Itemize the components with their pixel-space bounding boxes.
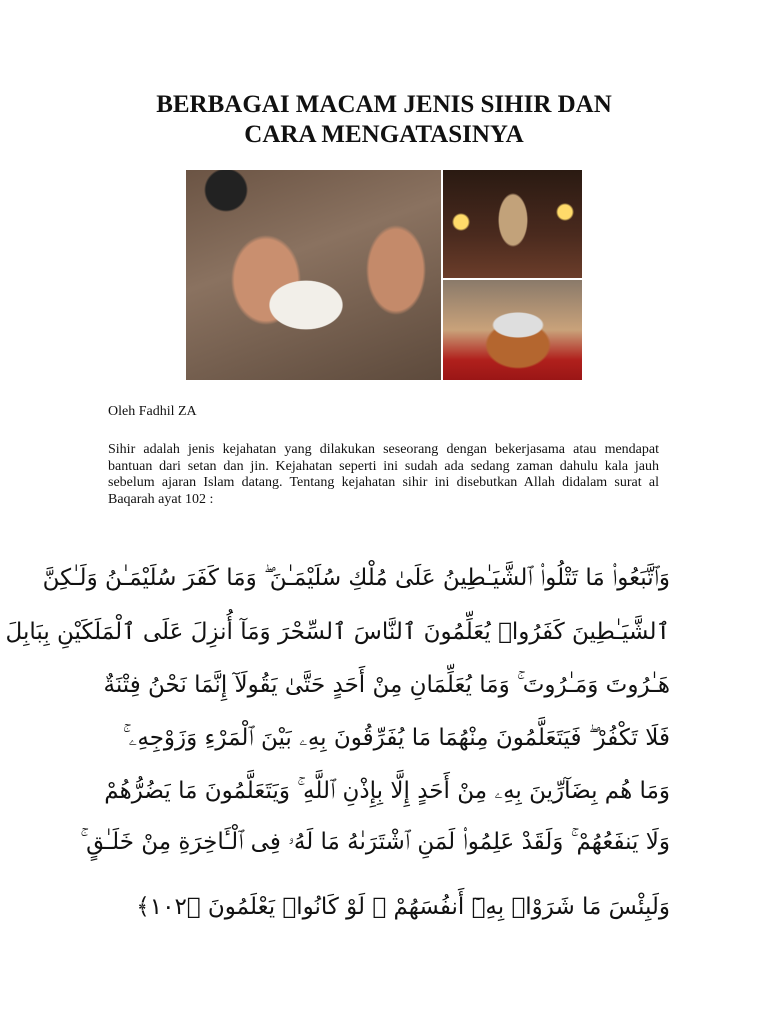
intro-paragraph: Sihir adalah jenis kejahatan yang dilakukan seseorang dengan bekerjasama atau mendapat bantuan dari setan dan jin. Kejahatan seperti ini sudah ada sedang zaman dahulu kala jauh sebelum ajaran Islam datang. Tentang kejahatan sihir ini disebutkan Allah didalam surat al Baqarah ayat 102 : bbox=[108, 442, 659, 507]
author-line: Oleh Fadhil ZA bbox=[108, 404, 197, 419]
ayat-line: ٱلشَّيَـٰطِينَ كَفَرُوا۟ يُعَلِّمُونَ ٱلنَّاسَ ٱلسِّحْرَ وَمَآ أُنزِلَ عَلَى ٱلْمَلَكَيْنِ بِبَابِلَ bbox=[5, 619, 670, 645]
ayat-line: فَلَا تَكْفُرْ ۖ فَيَتَعَلَّمُونَ مِنْهُمَا مَا يُفَرِّقُونَ بِهِۦ بَيْنَ ٱلْمَرْءِ وَزَوْجِهِۦ ۚ bbox=[122, 725, 670, 751]
ayat-line: وَلَا يَنفَعُهُمْ ۚ وَلَقَدْ عَلِمُوا۟ لَمَنِ ٱشْتَرَىٰهُ مَا لَهُۥ فِى ٱلْـَٔاخِرَةِ مِنْ خَلَـٰقٍ ۚ bbox=[80, 829, 670, 855]
page-title bbox=[0, 90, 768, 150]
ayat-line: وَلَبِئْسَ مَا شَرَوْا۟ بِهِۦٓ أَنفُسَهُمْ ۚ لَوْ كَانُوا۟ يَعْلَمُونَ ﴿١٠٢﴾ bbox=[136, 894, 670, 920]
ayat-line: وَمَا هُم بِضَآرِّينَ بِهِۦ مِنْ أَحَدٍ إِلَّا بِإِذْنِ ٱللَّهِ ۚ وَيَتَعَلَّمُونَ مَا يَضُرُّهُمْ bbox=[104, 778, 670, 804]
ayat-line: وَٱتَّبَعُوا۟ مَا تَتْلُوا۟ ٱلشَّيَـٰطِينُ عَلَىٰ مُلْكِ سُلَيْمَـٰنَ ۖ وَمَا كَفَرَ سُلَيْمَـٰنُ وَلَـٰكِنَّ bbox=[42, 565, 670, 591]
ayat-line: هَـٰرُوتَ وَمَـٰرُوتَ ۚ وَمَا يُعَلِّمَانِ مِنْ أَحَدٍ حَتَّىٰ يَقُولَآ إِنَّمَا نَحْنُ فِتْنَةٌ bbox=[103, 672, 670, 698]
title-line-1: BERBAGAI MACAM JENIS SIHIR DAN bbox=[156, 91, 612, 118]
photo-hands-with-paper bbox=[186, 170, 441, 380]
photo-incense-burner bbox=[443, 280, 582, 380]
title-line-2: CARA MENGATASINYA bbox=[244, 121, 524, 148]
photo-voodoo-doll bbox=[443, 170, 582, 278]
